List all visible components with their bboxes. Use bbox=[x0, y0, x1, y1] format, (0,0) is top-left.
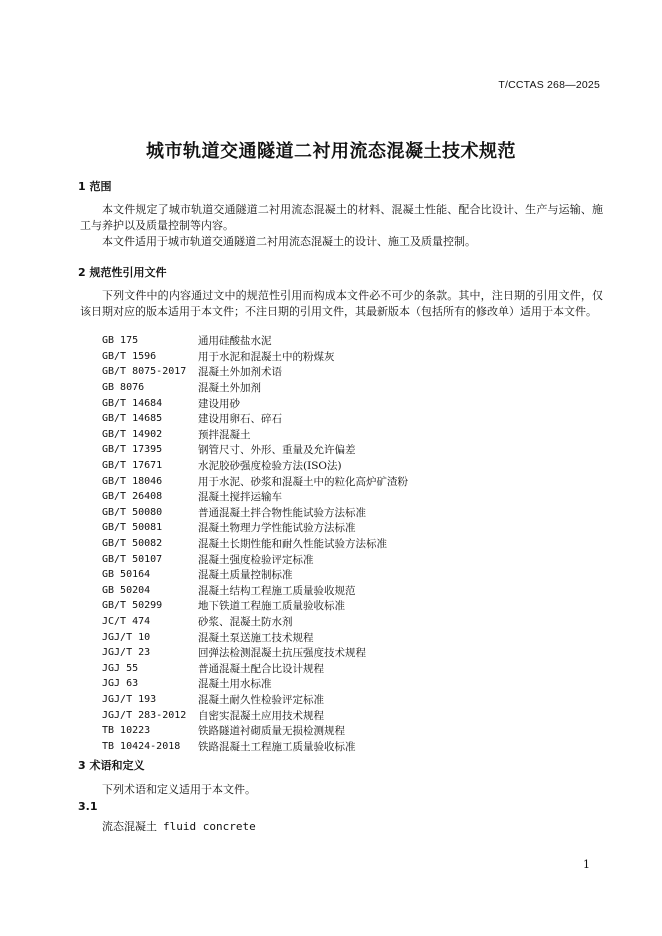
reference-code: GB/T 50080 bbox=[102, 506, 163, 518]
section-3-heading: 3 术语和定义 bbox=[78, 759, 145, 772]
reference-code: GB 50164 bbox=[102, 569, 151, 581]
reference-item bbox=[102, 349, 408, 365]
reference-name: 地下铁道工程施工质量验收标准 bbox=[198, 600, 345, 613]
reference-name: 混凝土质量控制标准 bbox=[198, 569, 293, 582]
reference-code: TB 10223 bbox=[102, 725, 151, 737]
reference-name: 混凝土长期性能和耐久性能试验方法标准 bbox=[198, 538, 387, 551]
term-chinese: 流态混凝土 bbox=[102, 820, 157, 833]
reference-name: 用于水泥和混凝土中的粉煤灰 bbox=[198, 350, 335, 363]
reference-item bbox=[102, 614, 408, 630]
reference-code: GB/T 14684 bbox=[102, 397, 163, 409]
reference-name: 混凝土结构工程施工质量验收规范 bbox=[198, 584, 356, 597]
reference-item bbox=[102, 520, 408, 536]
reference-name: 混凝土强度检验评定标准 bbox=[198, 553, 314, 566]
reference-item bbox=[102, 380, 408, 396]
reference-item bbox=[102, 629, 408, 645]
reference-name: 混凝土用水标准 bbox=[198, 678, 272, 691]
section-1-paragraph-1: 本文件规定了城市轨道交通隧道二衬用流态混凝土的材料、混凝土性能、配合比设计、生产与运输、施工与养护以及质量控制等内容。 bbox=[80, 203, 603, 232]
reference-name: 铁路混凝土工程施工质量验收标准 bbox=[198, 740, 356, 753]
term-english: fluid concrete bbox=[163, 820, 256, 833]
reference-item bbox=[102, 411, 408, 427]
section-2-heading: 2 规范性引用文件 bbox=[78, 266, 167, 279]
reference-code: GB/T 14685 bbox=[102, 413, 163, 425]
reference-item bbox=[102, 333, 408, 349]
reference-name: 预拌混凝土 bbox=[198, 428, 251, 441]
reference-code: GB/T 8075-2017 bbox=[102, 366, 187, 378]
reference-item bbox=[102, 660, 408, 676]
reference-item bbox=[102, 707, 408, 723]
reference-item bbox=[102, 692, 408, 708]
reference-name: 钢管尺寸、外形、重量及允许偏差 bbox=[198, 444, 356, 457]
reference-item bbox=[102, 676, 408, 692]
reference-code: JC/T 474 bbox=[102, 615, 151, 627]
normative-references-list bbox=[102, 333, 408, 754]
reference-name: 自密实混凝土应用技术规程 bbox=[198, 709, 324, 722]
reference-item bbox=[102, 442, 408, 458]
reference-code: GB 8076 bbox=[102, 382, 145, 394]
reference-name: 混凝土泵送施工技术规程 bbox=[198, 631, 314, 644]
reference-code: JGJ 63 bbox=[102, 678, 139, 690]
term-entry bbox=[102, 818, 256, 834]
reference-name: 砂浆、混凝土防水剂 bbox=[198, 615, 293, 628]
reference-code: JGJ 55 bbox=[102, 662, 139, 674]
reference-name: 混凝土耐久性检验评定标准 bbox=[198, 693, 324, 706]
reference-item bbox=[102, 738, 408, 754]
document-title: 城市轨道交通隧道二衬用流态混凝土技术规范 bbox=[146, 141, 516, 162]
reference-item bbox=[102, 598, 408, 614]
reference-code: JGJ/T 23 bbox=[102, 647, 151, 659]
reference-item bbox=[102, 536, 408, 552]
reference-name: 普通混凝土拌合物性能试验方法标准 bbox=[198, 506, 366, 519]
reference-name: 建设用卵石、碎石 bbox=[198, 413, 282, 426]
reference-code: GB/T 1596 bbox=[102, 350, 157, 362]
reference-item bbox=[102, 567, 408, 583]
reference-name: 回弹法检测混凝土抗压强度技术规程 bbox=[198, 647, 366, 660]
reference-item bbox=[102, 723, 408, 739]
reference-code: GB/T 50082 bbox=[102, 538, 163, 550]
reference-item bbox=[102, 395, 408, 411]
reference-name: 通用硅酸盐水泥 bbox=[198, 335, 272, 348]
reference-code: GB/T 50081 bbox=[102, 522, 163, 534]
reference-code: JGJ/T 283-2012 bbox=[102, 709, 187, 721]
section-3-intro: 下列术语和定义适用于本文件。 bbox=[102, 783, 256, 796]
reference-item bbox=[102, 505, 408, 521]
reference-code: GB/T 17671 bbox=[102, 460, 163, 472]
reference-code: GB/T 26408 bbox=[102, 491, 163, 503]
reference-code: GB 175 bbox=[102, 335, 139, 347]
reference-name: 普通混凝土配合比设计规程 bbox=[198, 662, 324, 675]
reference-code: JGJ/T 10 bbox=[102, 631, 151, 643]
reference-code: GB/T 17395 bbox=[102, 444, 163, 456]
reference-name: 用于水泥、砂浆和混凝土中的粒化高炉矿渣粉 bbox=[198, 475, 408, 488]
reference-code: TB 10424-2018 bbox=[102, 740, 181, 752]
reference-item bbox=[102, 427, 408, 443]
reference-code: JGJ/T 193 bbox=[102, 693, 157, 705]
reference-item bbox=[102, 364, 408, 380]
reference-item bbox=[102, 473, 408, 489]
reference-code: GB/T 50299 bbox=[102, 600, 163, 612]
clause-number: 3.1 bbox=[78, 800, 98, 813]
reference-item bbox=[102, 583, 408, 599]
reference-item bbox=[102, 551, 408, 567]
reference-code: GB/T 18046 bbox=[102, 475, 163, 487]
section-1-paragraph-2: 本文件适用于城市轨道交通隧道二衬用流态混凝土的设计、施工及质量控制。 bbox=[102, 235, 476, 248]
reference-name: 混凝土外加剂 bbox=[198, 382, 261, 395]
page-number: 1 bbox=[583, 858, 590, 871]
reference-name: 混凝土外加剂术语 bbox=[198, 366, 282, 379]
reference-item bbox=[102, 458, 408, 474]
reference-name: 混凝土搅拌运输车 bbox=[198, 491, 282, 504]
section-2-intro: 下列文件中的内容通过文中的规范性引用而构成本文件必不可少的条款。其中，注日期的引用文件，仅该日期对应的版本适用于本文件；不注日期的引用文件，其最新版本（包括所有的修改单）适用于本文件。 bbox=[80, 289, 603, 318]
reference-name: 铁路隧道衬砌质量无损检测规程 bbox=[198, 725, 345, 738]
reference-code: GB/T 14902 bbox=[102, 428, 163, 440]
reference-name: 水泥胶砂强度检验方法(ISO法) bbox=[198, 460, 342, 473]
reference-item bbox=[102, 489, 408, 505]
reference-name: 混凝土物理力学性能试验方法标准 bbox=[198, 522, 356, 535]
reference-name: 建设用砂 bbox=[198, 397, 240, 410]
section-1-heading: 1 范围 bbox=[78, 180, 112, 193]
reference-item bbox=[102, 645, 408, 661]
reference-code: GB 50204 bbox=[102, 584, 151, 596]
reference-code: GB/T 50107 bbox=[102, 553, 163, 565]
standard-code: T/CCTAS 268—2025 bbox=[498, 79, 600, 91]
